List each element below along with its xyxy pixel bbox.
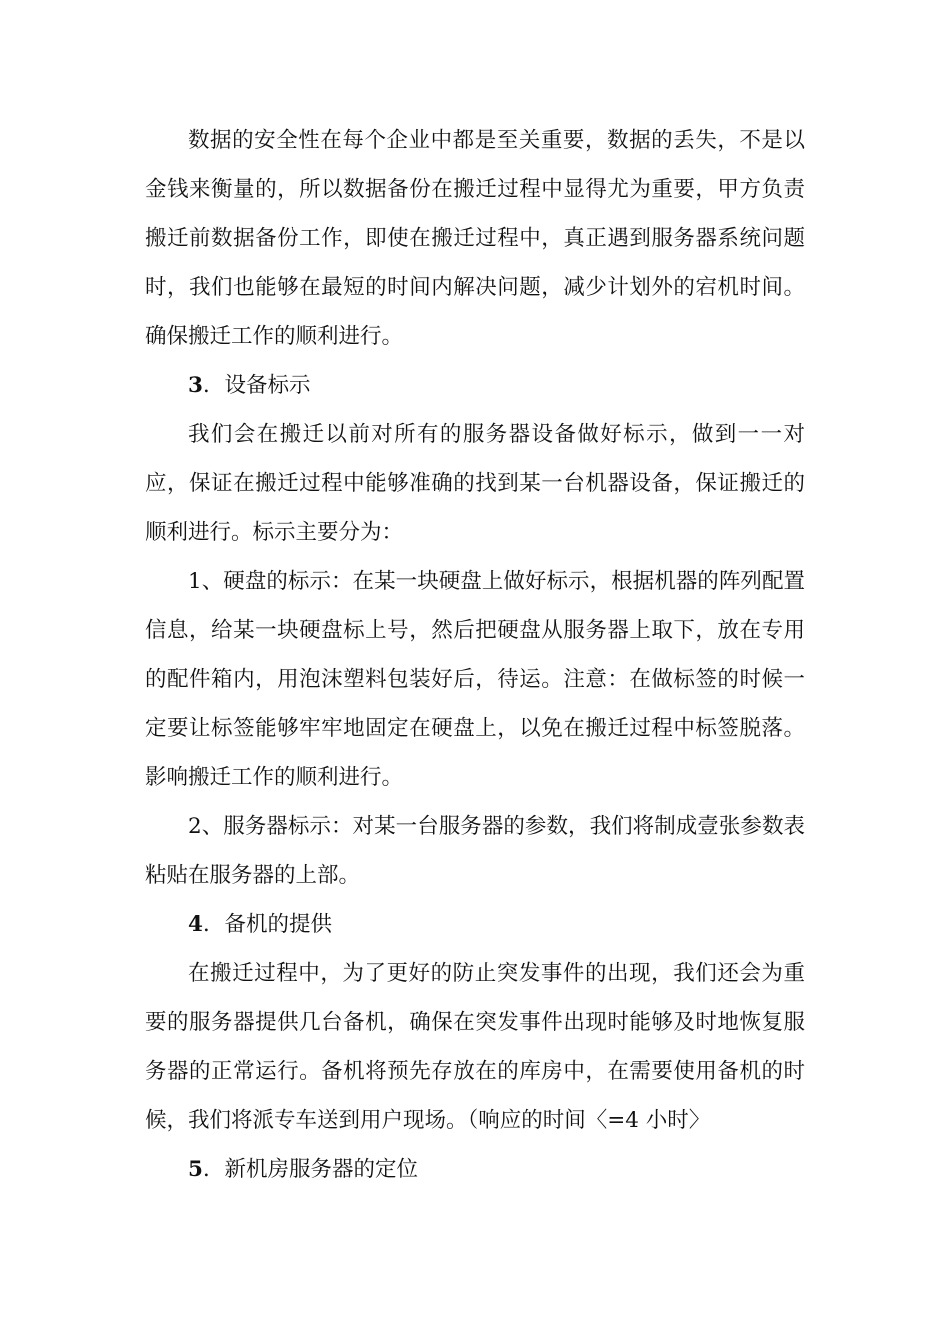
- section-heading-backup-machines: [145, 900, 805, 949]
- paragraph-disk-labeling: 1、硬盘的标示：在某一块硬盘上做好标示，根据机器的阵列配置信息，给某一块硬盘标上号，然后把硬盘从服务器上取下，放在专用的配件箱内，用泡沫塑料包装好后，待运。注意：在做标签的时候一定要让标签能够牢牢地固定在硬盘上，以免在搬迁过程中标签脱落。影响搬迁工作的顺利进行。: [145, 569, 805, 790]
- section-title: ．备机的提供: [202, 912, 332, 937]
- section-number: 4: [188, 912, 203, 937]
- section-title: ．新机房服务器的定位: [202, 1157, 418, 1182]
- document-body: [145, 116, 805, 1194]
- paragraph-server-labeling: 2、服务器标示：对某一台服务器的参数，我们将制成壹张参数表粘贴在服务器的上部。: [145, 814, 805, 888]
- paragraph-data-backup: 数据的安全性在每个企业中都是至关重要，数据的丢失，不是以金钱来衡量的，所以数据备份在搬迁过程中显得尤为重要，甲方负责搬迁前数据备份工作，即使在搬迁过程中，真正遇到服务器系统问题时，我们也能够在最短的时间内解决问题，减少计划外的宕机时间。确保搬迁工作的顺利进行。: [145, 128, 805, 349]
- paragraph-labeling-intro: 我们会在搬迁以前对所有的服务器设备做好标示，做到一一对应，保证在搬迁过程中能够准确的找到某一台机器设备，保证搬迁的顺利进行。标示主要分为：: [145, 422, 805, 545]
- section-heading-equipment-labeling: [145, 361, 805, 410]
- paragraph-backup-machines: 在搬迁过程中，为了更好的防止突发事件的出现，我们还会为重要的服务器提供几台备机，确保在突发事件出现时能够及时地恢复服务器的正常运行。备机将预先存放在的库房中，在需要使用备机的时候，我们将派专车送到用户现场。（响应的时间〈=4 小时〉: [145, 961, 805, 1133]
- section-number: 3: [188, 373, 203, 398]
- section-title: ．设备标示: [202, 373, 311, 398]
- section-heading-server-positioning: [145, 1145, 805, 1194]
- section-number: 5: [188, 1157, 203, 1182]
